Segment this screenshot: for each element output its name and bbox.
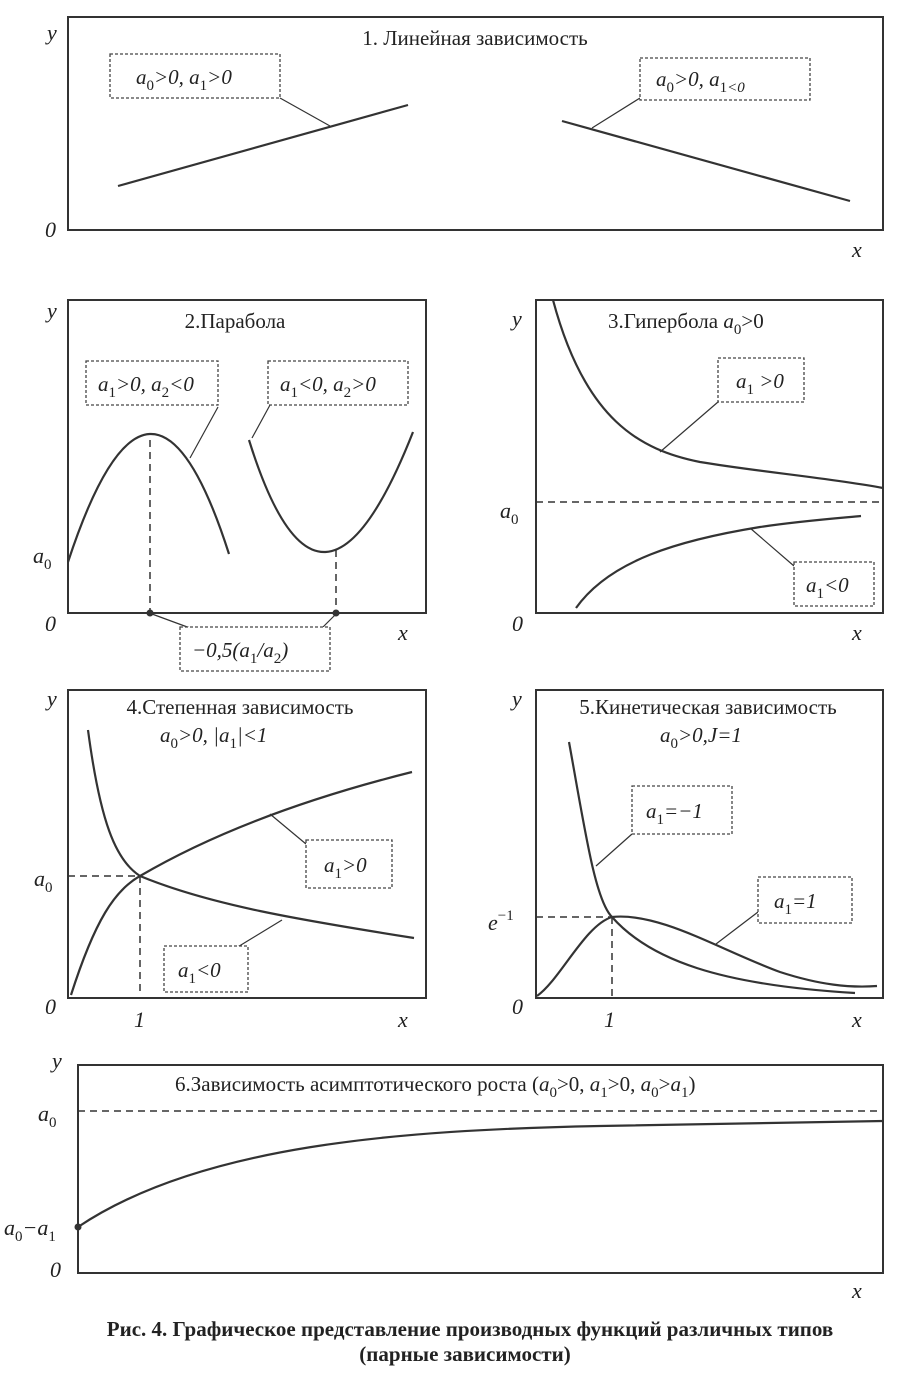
panel-parabola-annotation-3: $-0,5(a_1/a_2)$ [192, 638, 289, 667]
panel-kinetic-subtitle: $a_0>0,J=1$ [660, 723, 742, 752]
panel-power [34, 686, 426, 1032]
panel-kinetic-curve-a1-pos [537, 917, 877, 996]
panel-asymptotic-origin-label: 0 [50, 1257, 61, 1282]
panel-power-leader-2 [236, 920, 282, 948]
panel-hyperbola-annotation-1: $a_1 >0$ [736, 369, 784, 398]
panel-hyperbola-leader-2 [750, 528, 794, 566]
panel-kinetic-annotation-1: $a_1=-1$ [646, 799, 703, 828]
panel-asymptotic [4, 1048, 883, 1303]
panel-asymptotic-x-axis-label: x [852, 1278, 862, 1303]
panel-power-curve-decreasing [88, 730, 414, 938]
panel-asymptotic-a0-minus-a1-label: $a_0-a_1$ [4, 1215, 56, 1245]
panel-hyperbola-title: 3.Гипербола $a_0>0$ [608, 309, 764, 338]
panel-kinetic-leader-2 [716, 912, 758, 944]
panel-kinetic-y-axis-label: y [512, 686, 522, 711]
panel-linear-y-axis-label: y [47, 20, 57, 45]
panel-power-annotation-2: $a_1<0$ [178, 958, 221, 987]
panel-hyperbola-origin-label: 0 [512, 611, 523, 636]
panel-power-title: 4.Степенная зависимость [126, 695, 354, 719]
panel-parabola-vertex-dot-2 [333, 610, 340, 617]
panel-linear-leader-1 [280, 98, 330, 126]
panel-parabola-vertex-dot-1 [147, 610, 154, 617]
panel-parabola-x-axis-label: x [398, 620, 408, 645]
panel-hyperbola-leader-1 [660, 402, 718, 452]
panel-hyperbola [500, 300, 883, 645]
panel-kinetic-origin-label: 0 [512, 994, 523, 1019]
panel-power-a0-label: $a_0$ [34, 866, 53, 896]
panel-linear-line-increasing [118, 105, 408, 186]
panel-parabola-leader-4 [322, 614, 336, 628]
panel-kinetic-x-axis-label: x [852, 1007, 862, 1032]
panel-parabola [33, 298, 426, 671]
panel-power-origin-label: 0 [45, 994, 56, 1019]
panel-parabola-origin-label: 0 [45, 611, 56, 636]
panel-linear-annotation-2: $a_0>0$, $a_{1<0}$ [656, 67, 745, 96]
panel-parabola-y-axis-label: y [47, 298, 57, 323]
panel-asymptotic-title: 6.Зависимость асимптотического роста ($a_0>0$, $a_1>0$, $a_0>a_1$) [175, 1072, 696, 1101]
panel-power-subtitle: $a_0>0$, $|a_1|<1$ [160, 723, 268, 752]
figure-caption-line-1: Рис. 4. Графическое представление производных функций различных типов [106, 1317, 834, 1341]
panel-parabola-title: 2.Парабола [184, 309, 286, 333]
panel-kinetic-e-label: $e^{-1}$ [488, 908, 514, 935]
panel-asymptotic-curve [78, 1121, 883, 1227]
panel-kinetic [488, 686, 883, 1032]
panel-parabola-leader-2 [252, 405, 270, 438]
panel-parabola-leader-3 [152, 614, 190, 628]
panel-linear-leader-2 [592, 98, 640, 128]
panel-hyperbola-a0-label: $a_0$ [500, 498, 519, 528]
panel-linear-title: 1. Линейная зависимость [362, 26, 588, 50]
panel-parabola-curve-down [68, 434, 229, 562]
panel-linear-line-decreasing [562, 121, 850, 201]
panel-kinetic-annotation-2: $a_1=1$ [774, 889, 817, 918]
panel-kinetic-leader-1 [596, 834, 632, 866]
panel-parabola-a0-label: $a_0$ [33, 543, 52, 573]
panel-parabola-leader-1 [190, 407, 218, 458]
panel-asymptotic-start-dot [75, 1224, 82, 1231]
panel-parabola-annotation-2: $a_1<0$, $a_2>0$ [280, 372, 376, 401]
panel-parabola-annotation-1: $a_1>0$, $a_2<0$ [98, 372, 194, 401]
figure-caption-line-2: (парные зависимости) [359, 1342, 571, 1366]
panel-linear-x-axis-label: x [852, 237, 862, 262]
panel-kinetic-x-mark-1: 1 [604, 1007, 615, 1032]
panel-parabola-curve-up [249, 432, 413, 552]
panel-power-x-mark-1: 1 [134, 1007, 145, 1032]
panel-linear [45, 17, 883, 262]
panel-power-leader-1 [270, 814, 306, 844]
panel-power-x-axis-label: x [398, 1007, 408, 1032]
panel-power-annotation-1: $a_1>0$ [324, 853, 367, 882]
panel-linear-origin-label: 0 [45, 217, 56, 242]
panel-hyperbola-x-axis-label: x [852, 620, 862, 645]
panel-hyperbola-annotation-2: $a_1<0$ [806, 573, 849, 602]
panel-parabola-frame [68, 300, 426, 613]
panel-linear-annotation-1: $a_0>0$, $a_1>0$ [136, 65, 232, 94]
panel-asymptotic-a0-label: $a_0$ [38, 1101, 57, 1131]
panel-asymptotic-y-axis-label: y [52, 1048, 62, 1073]
panel-hyperbola-y-axis-label: y [512, 306, 522, 331]
panel-power-y-axis-label: y [47, 686, 57, 711]
panel-asymptotic-frame [78, 1065, 883, 1273]
panel-kinetic-title: 5.Кинетическая зависимость [579, 695, 837, 719]
